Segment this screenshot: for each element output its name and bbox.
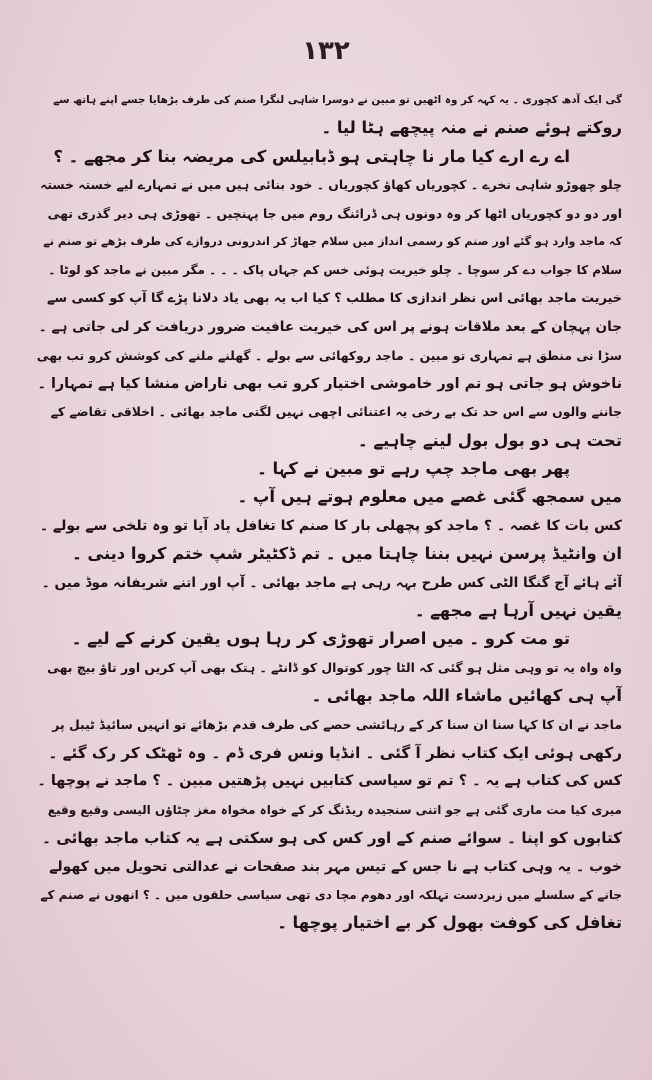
text-line: اور دو دو کچوریاں اٹھا کر وہ دونوں ہی ڈرائنگ روم میں جا پہنچیں ۔ تھوڑی ہی دیر گذری تھی <box>47 205 622 221</box>
text-line: آئے ہائے آج گنگا الٹی کس طرح بہہ رہی ہے ماجد بھائی ۔ آپ اور اتنے شریفانہ موڈ میں ۔ <box>41 574 622 591</box>
text-line: کتابوں کو اپنا ۔ سوائے صنم کے اور کس کی ہو سکتی ہے یہ کتاب ماجد بھائی ۔ <box>42 829 622 848</box>
text-line: گی ایک آدھ کچوری ۔ یہ کہہ کر وہ اٹھیں تو مبین نے دوسرا شاہی لنگرا صنم کی طرف بڑھایا جسے اپنے ہاتھ سے <box>53 94 622 106</box>
text-line: سلام کا جواب دے کر سوچا ۔ چلو خیریت ہوئی خس کم جہاں پاک ۔ ۔ ۔ مگر مبین نے ماجد کو لوٹا ۔ <box>48 263 622 278</box>
text-line: پھر بھی ماجد چپ رہے تو مبین نے کہا ۔ <box>257 459 570 479</box>
text-line: رکھی ہوئی ایک کتاب نظر آ گئی ۔ انڈیا ونس فری ڈم ۔ وہ ٹھٹک کر رک گئے ۔ <box>48 743 622 762</box>
text-line: خوب ۔ یہ وہی کتاب ہے نا جس کے تیس مہر بند صفحات نے عدالتی تحویل میں کھولے <box>49 858 622 875</box>
text-line: ناخوش ہو جاتی ہو تم اور خاموشی اختیار کرو تب بھی ناراض منشا کیا ہے تمہارا ۔ <box>37 375 622 392</box>
page-number: ۱۳۲ <box>302 36 350 66</box>
text-line: میری کیا مت ماری گئی ہے جو اتنی سنجیدہ ریڈنگ کر کے خواہ مخواہ مغز چٹاؤں الیسی وقیع وقیع <box>47 802 622 817</box>
text-line: واہ واہ یہ تو وہی مثل ہو گئی کہ الٹا چور کوتوال کو ڈانٹے ۔ ہتک بھی آپ کریں اور تاؤ بیچ بھی <box>47 659 622 675</box>
text-line: اے رے ارے کیا مار نا چاہتی ہو ڈبابیلس کی مریضہ بنا کر مجھے ۔ ؟ <box>53 146 570 166</box>
text-line: جان پہچان کے بعد ملاقات ہونے پر اس کی خیریت عافیت ضرور دریافت کر لی جاتی ہے ۔ <box>38 319 622 336</box>
text-line: یقین نہیں آرہا ہے مجھے ۔ <box>414 601 622 621</box>
text-line: ان وانٹیڈ پرسن نہیں بننا چاہتا میں ۔ تم ڈکٹیٹر شپ ختم کروا دینی ۔ <box>72 544 622 564</box>
text-line: جانے کے سلسلے میں زبردست تہلکہ اور دھوم مچا دی تھی سیاسی حلقوں میں ۔ ؟ انھوں نے صنم کے <box>40 887 622 902</box>
text-line: سڑا نی منطق ہے تمہاری تو مبین ۔ ماجد روکھائی سے بولے ۔ گھلنے ملنے کی کوشش کرو تب بھی <box>36 347 622 363</box>
text-line: خیریت ماجد بھائی اس نظر اندازی کا مطلب ؟ کیا اب یہ بھی یاد دلانا پڑے گا آپ کو کسی سے <box>46 290 622 306</box>
text-line: تحت ہی دو بول بول لینے چاہیے ۔ <box>358 430 622 450</box>
text-line: کہ ماجد وارد ہو گئے اور صنم کو رسمی انداز میں سلام جھاڑ کر اندرونی دروازے کی طرف بڑھے تو صنم نے <box>43 234 622 248</box>
text-line: روکتے ہوئے صنم نے منہ پیچھے ہٹا لیا ۔ <box>321 118 622 138</box>
text-line: کس بات کا غصہ ۔ ؟ ماجد کو پچھلی بار کا صنم کا تغافل یاد آیا تو وہ تلخی سے بولے ۔ <box>39 517 622 534</box>
text-line: آپ ہی کھائیں ماشاء اللہ ماجد بھائی ۔ <box>311 686 622 706</box>
text-line: چلو چھوڑو شاہی نخرے ۔ کچوریاں کھاؤ کچوریاں ۔ خود بنائی ہیں میں نے تمہارے لیے خستہ خستہ <box>40 177 622 193</box>
text-line: میں سمجھ گئی غصے میں معلوم ہوتے ہیں آپ ۔ <box>237 487 622 507</box>
text-line: تو مت کرو ۔ میں اصرار تھوڑی کر رہا ہوں یقین کرنے کے لیے ۔ <box>71 629 570 649</box>
body-text <box>36 86 622 938</box>
text-line: ماجد نے ان کا کہا سنا ان سنا کر کے رہائشی حصے کی طرف قدم بڑھائے تو انہیں سائیڈ ٹیبل پر <box>52 716 622 732</box>
text-line: کس کی کتاب ہے یہ ۔ ؟ تم تو سیاسی کتابیں نہیں پڑھتیں مبین ۔ ؟ ماجد نے پوچھا ۔ <box>37 773 622 790</box>
text-line: جاننے والوں سے اس حد تک بے رخی یہ اعتنائی اچھی نہیں لگتی ماجد بھائی ۔ اخلاقی تقاضے کے <box>50 404 622 420</box>
text-line: تغافل کی کوفت بھول کر بے اختیار پوچھا ۔ <box>277 913 622 933</box>
